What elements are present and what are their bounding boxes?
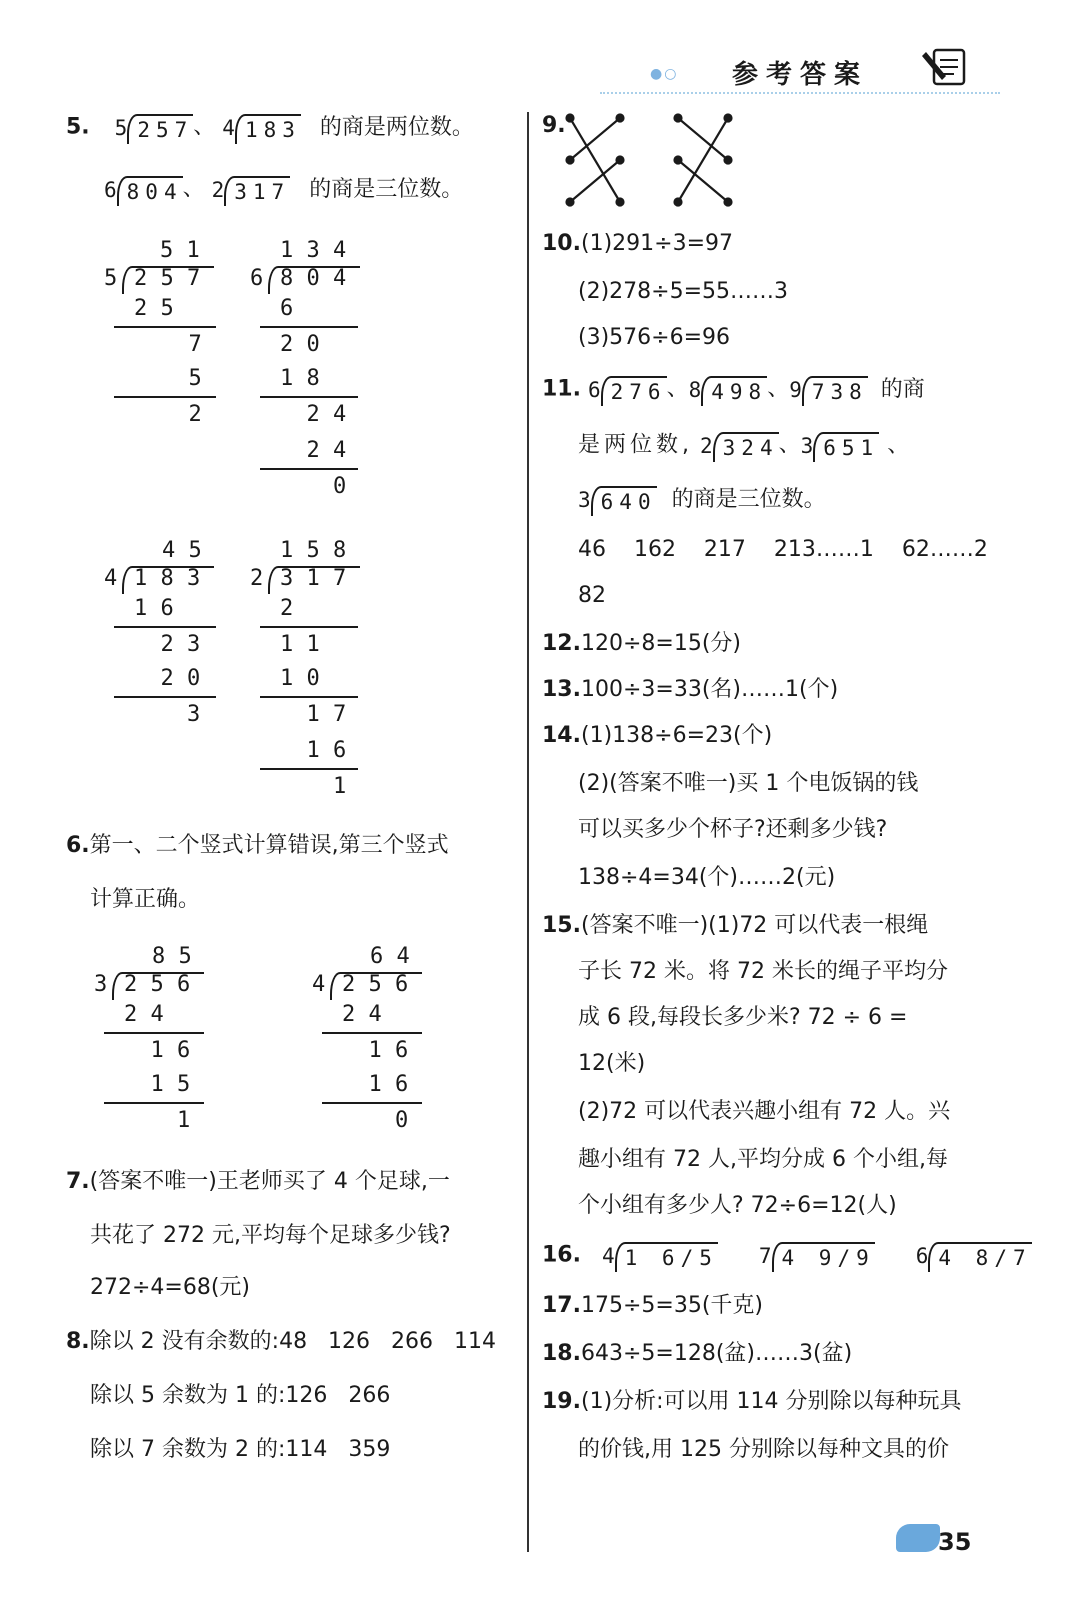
q7-line-3: 272÷4=68(元)	[90, 1275, 251, 1300]
q15-line-4: 12(米)	[578, 1051, 646, 1076]
q6-line-1: 6.第一、二个竖式计算错误,第三个竖式	[66, 833, 449, 858]
column-divider	[527, 112, 529, 1552]
q19-line-1: 19.(1)分析:可以用 114 分别除以每种玩具	[542, 1389, 962, 1414]
q15-line-7: 个小组有多少人? 72÷6=12(人)	[578, 1193, 897, 1218]
long-division: 2 317	[211, 178, 291, 204]
q15-line-1: 15.(答案不唯一)(1)72 可以代表一根绳	[542, 913, 929, 938]
header-rule	[600, 92, 1000, 94]
q15-line-3: 成 6 段,每段长多少米? 72 ÷ 6 =	[578, 1005, 908, 1030]
q14-line-3: 可以买多少个杯子?还剩多少钱?	[578, 817, 888, 842]
q18-line: 18.643÷5=128(盆)……3(盆)	[542, 1341, 853, 1366]
q5-line-2: 6 804、 2 317 的商是三位数。	[104, 174, 463, 205]
q10-line-1: 10.(1)291÷3=97	[542, 231, 733, 256]
notebook-pencil-icon	[920, 46, 972, 90]
q14-line-2: (2)(答案不唯一)买 1 个电饭锅的钱	[578, 771, 919, 796]
q10-line-3: (3)576÷6=96	[578, 325, 731, 350]
long-division: 8 498	[688, 378, 768, 404]
q10-line-2: (2)278÷5=55……3	[578, 279, 789, 304]
q8-line-2: 除以 5 余数为 1 的:126 266	[90, 1383, 391, 1408]
page-title: 参考答案	[732, 60, 869, 90]
page-number: 35	[938, 1528, 972, 1556]
long-division: 6 804	[104, 178, 183, 204]
q15-line-6: 趣小组有 72 人,平均分成 6 个小组,每	[578, 1147, 948, 1172]
q14-line-4: 138÷4=34(个)……2(元)	[578, 865, 836, 890]
q19-line-2: 的价钱,用 125 分别除以每种文具的价	[578, 1437, 949, 1462]
q8-line-3: 除以 7 余数为 2 的:114 359	[90, 1437, 391, 1462]
q11-line-1: 11. 6 276、8 498、9 738 的商	[542, 374, 925, 405]
page-header	[600, 40, 1000, 100]
long-division: 7 4 9/9	[758, 1244, 875, 1270]
long-division: 4 1 6/5	[601, 1244, 718, 1270]
q15-line-2: 子长 72 米。将 72 米长的绳子平均分	[578, 959, 948, 984]
long-division: 3 651	[800, 434, 880, 460]
matching-lines-diagram	[560, 112, 740, 212]
long-division: 4 183	[222, 116, 301, 142]
q6-line-2: 计算正确。	[90, 887, 201, 912]
q16-line: 16. 4 1 6/5 7 4 9/9 6 4 8/7	[542, 1240, 1032, 1271]
q11-line-2: 是两位数, 2 324、3 651 、	[578, 430, 909, 461]
q11-line-4: 46 162 217 213……1 62……2	[578, 537, 988, 562]
q7-line-1: 7.(答案不唯一)王老师买了 4 个足球,一	[66, 1169, 450, 1194]
q9-number: 9.	[542, 113, 566, 138]
q11-line-3: 3 640 的商是三位数。	[578, 484, 826, 515]
q7-line-2: 共花了 272 元,平均每个足球多少钱?	[90, 1223, 451, 1248]
long-division: 3 640	[578, 488, 657, 514]
long-division: 9 738	[789, 378, 868, 404]
long-division: 2 324	[700, 434, 779, 460]
header-dots: ●○	[650, 66, 679, 82]
q17-line: 17.175÷5=35(千克)	[542, 1293, 764, 1318]
q12-line: 12.120÷8=15(分)	[542, 631, 742, 656]
q11-line-5: 82	[578, 583, 606, 608]
q13-line: 13.100÷3=33(名)……1(个)	[542, 677, 839, 702]
q15-line-5: (2)72 可以代表兴趣小组有 72 人。兴	[578, 1099, 951, 1124]
long-division: 6 276	[587, 378, 667, 404]
long-division: 6 4 8/7	[915, 1244, 1032, 1270]
q5-line-1: 5. 5 257、 4 183 的商是两位数。	[66, 112, 474, 143]
q8-line-1: 8.除以 2 没有余数的:48 126 266 114	[66, 1329, 496, 1354]
long-division: 5 257	[114, 116, 194, 142]
q14-line-1: 14.(1)138÷6=23(个)	[542, 723, 773, 748]
page-number-badge	[896, 1524, 940, 1552]
